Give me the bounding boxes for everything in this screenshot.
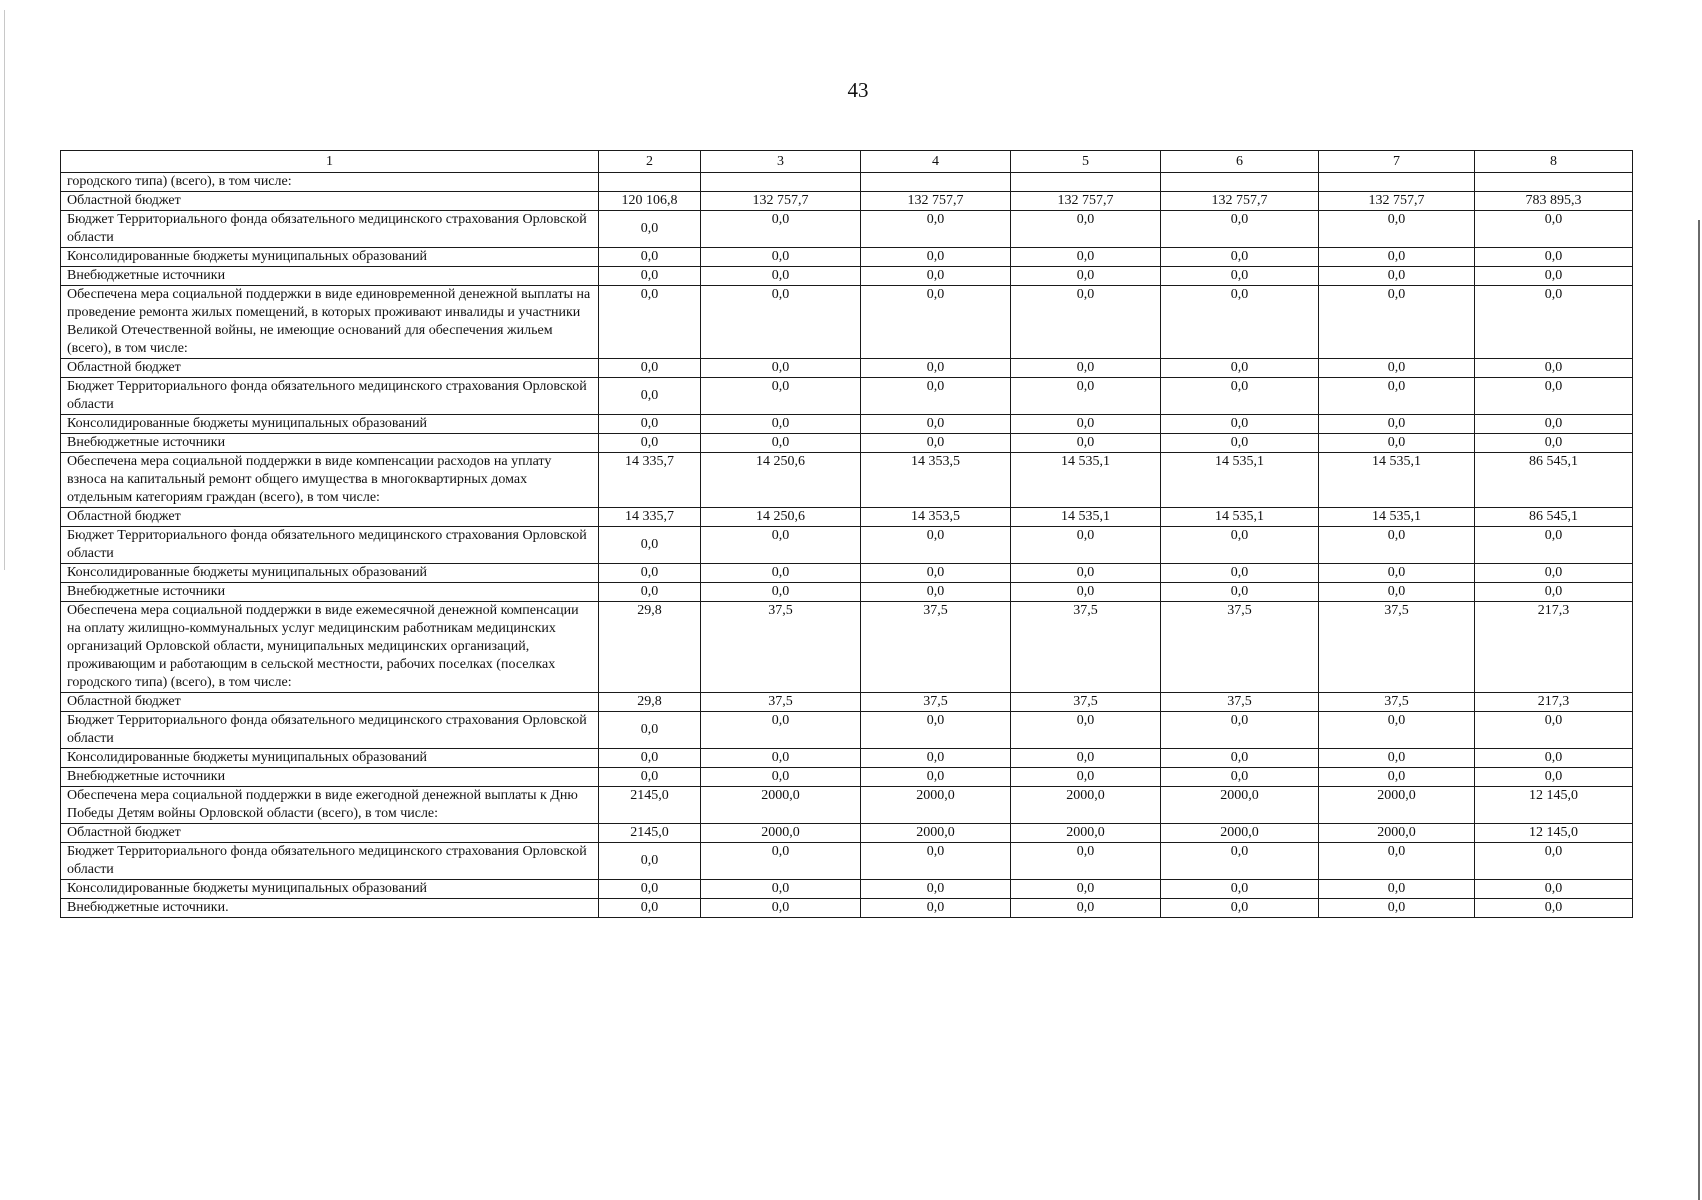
value-cell: 0,0 xyxy=(1475,564,1633,583)
value-cell: 0,0 xyxy=(1161,378,1319,415)
value-cell: 0,0 xyxy=(1319,899,1475,918)
table-row xyxy=(61,211,1633,248)
row-label: Обеспечена мера социальной поддержки в виде ежемесячной денежной компенсации на оплату жилищно-коммунальных услуг медицинским работникам медицинских организаций Орловской области, муниципальных медицинских организаций, проживающим и работающим в сельской местности, рабочих поселках (поселках городского типа) (всего), в том числе: xyxy=(61,602,599,693)
value-cell: 0,0 xyxy=(599,415,701,434)
value-cell: 0,0 xyxy=(861,749,1011,768)
value-cell: 0,0 xyxy=(1161,843,1319,880)
value-cell: 37,5 xyxy=(1161,693,1319,712)
table-row xyxy=(61,768,1633,787)
value-cell: 0,0 xyxy=(599,286,701,359)
column-header: 8 xyxy=(1475,151,1633,173)
value-cell: 0,0 xyxy=(1319,583,1475,602)
value-cell xyxy=(1475,173,1633,192)
table-row xyxy=(61,749,1633,768)
value-cell: 0,0 xyxy=(1475,583,1633,602)
value-cell: 12 145,0 xyxy=(1475,787,1633,824)
row-label: Бюджет Территориального фонда обязательного медицинского страхования Орловской области xyxy=(61,843,599,880)
row-label: Областной бюджет xyxy=(61,508,599,527)
value-cell: 0,0 xyxy=(1475,434,1633,453)
value-cell: 132 757,7 xyxy=(861,192,1011,211)
value-cell: 2000,0 xyxy=(701,787,861,824)
row-label: городского типа) (всего), в том числе: xyxy=(61,173,599,192)
value-cell: 0,0 xyxy=(1011,768,1161,787)
budget-table xyxy=(60,150,1633,918)
value-cell: 0,0 xyxy=(1011,583,1161,602)
value-cell: 14 250,6 xyxy=(701,508,861,527)
value-cell: 0,0 xyxy=(599,378,701,415)
value-cell: 0,0 xyxy=(861,583,1011,602)
value-cell: 0,0 xyxy=(701,749,861,768)
table-row xyxy=(61,880,1633,899)
value-cell: 0,0 xyxy=(861,768,1011,787)
value-cell: 2000,0 xyxy=(1319,824,1475,843)
value-cell: 0,0 xyxy=(701,378,861,415)
table-row xyxy=(61,434,1633,453)
table-row xyxy=(61,173,1633,192)
value-cell: 0,0 xyxy=(1011,843,1161,880)
value-cell: 0,0 xyxy=(599,248,701,267)
value-cell: 0,0 xyxy=(701,899,861,918)
value-cell: 2145,0 xyxy=(599,824,701,843)
table-row xyxy=(61,843,1633,880)
value-cell: 0,0 xyxy=(1475,527,1633,564)
value-cell: 0,0 xyxy=(861,267,1011,286)
value-cell: 0,0 xyxy=(861,712,1011,749)
page-number: 43 xyxy=(847,78,869,102)
value-cell: 0,0 xyxy=(1475,378,1633,415)
value-cell: 0,0 xyxy=(599,211,701,248)
value-cell xyxy=(861,173,1011,192)
row-label: Областной бюджет xyxy=(61,693,599,712)
scan-edge-line xyxy=(1698,220,1700,1200)
table-row xyxy=(61,693,1633,712)
value-cell: 0,0 xyxy=(1011,712,1161,749)
table-row xyxy=(61,267,1633,286)
row-label: Бюджет Территориального фонда обязательного медицинского страхования Орловской области xyxy=(61,378,599,415)
value-cell: 86 545,1 xyxy=(1475,453,1633,508)
value-cell: 0,0 xyxy=(861,880,1011,899)
table-row xyxy=(61,508,1633,527)
value-cell: 0,0 xyxy=(1319,434,1475,453)
table-row xyxy=(61,602,1633,693)
value-cell: 0,0 xyxy=(1161,286,1319,359)
value-cell: 132 757,7 xyxy=(1011,192,1161,211)
value-cell: 0,0 xyxy=(1319,415,1475,434)
value-cell: 0,0 xyxy=(701,880,861,899)
value-cell: 0,0 xyxy=(701,415,861,434)
value-cell: 0,0 xyxy=(1161,359,1319,378)
row-label: Внебюджетные источники xyxy=(61,434,599,453)
value-cell xyxy=(701,173,861,192)
value-cell: 0,0 xyxy=(1475,768,1633,787)
value-cell: 132 757,7 xyxy=(701,192,861,211)
value-cell: 0,0 xyxy=(1011,415,1161,434)
value-cell: 0,0 xyxy=(1161,880,1319,899)
value-cell: 0,0 xyxy=(861,378,1011,415)
value-cell: 0,0 xyxy=(1475,843,1633,880)
value-cell: 0,0 xyxy=(861,211,1011,248)
row-label: Обеспечена мера социальной поддержки в виде единовременной денежной выплаты на проведение ремонта жилых помещений, в которых проживают инвалиды и участники Великой Отечественной войны, не имеющие оснований для обеспечения жильем (всего), в том числе: xyxy=(61,286,599,359)
value-cell: 2000,0 xyxy=(1161,824,1319,843)
value-cell: 0,0 xyxy=(599,843,701,880)
row-label: Областной бюджет xyxy=(61,192,599,211)
value-cell: 0,0 xyxy=(599,583,701,602)
value-cell: 0,0 xyxy=(1319,359,1475,378)
value-cell: 0,0 xyxy=(1161,211,1319,248)
table-row xyxy=(61,248,1633,267)
value-cell: 0,0 xyxy=(599,768,701,787)
column-header: 6 xyxy=(1161,151,1319,173)
value-cell: 0,0 xyxy=(1319,267,1475,286)
scan-edge-line xyxy=(4,10,5,570)
value-cell: 14 535,1 xyxy=(1161,453,1319,508)
value-cell: 0,0 xyxy=(861,359,1011,378)
value-cell: 217,3 xyxy=(1475,693,1633,712)
value-cell: 0,0 xyxy=(1319,211,1475,248)
value-cell: 0,0 xyxy=(599,359,701,378)
value-cell: 37,5 xyxy=(1011,693,1161,712)
value-cell: 0,0 xyxy=(1011,749,1161,768)
value-cell: 0,0 xyxy=(701,843,861,880)
table-row xyxy=(61,899,1633,918)
value-cell: 37,5 xyxy=(701,693,861,712)
table-row xyxy=(61,564,1633,583)
value-cell: 0,0 xyxy=(1011,434,1161,453)
value-cell: 0,0 xyxy=(861,899,1011,918)
column-header: 4 xyxy=(861,151,1011,173)
column-header: 7 xyxy=(1319,151,1475,173)
value-cell: 0,0 xyxy=(599,712,701,749)
table-row xyxy=(61,824,1633,843)
table-row xyxy=(61,378,1633,415)
value-cell: 0,0 xyxy=(1161,267,1319,286)
value-cell: 0,0 xyxy=(1011,267,1161,286)
value-cell: 0,0 xyxy=(599,749,701,768)
value-cell: 0,0 xyxy=(1475,286,1633,359)
value-cell: 0,0 xyxy=(1319,712,1475,749)
value-cell: 29,8 xyxy=(599,693,701,712)
column-header: 3 xyxy=(701,151,861,173)
value-cell: 0,0 xyxy=(1011,880,1161,899)
column-header: 2 xyxy=(599,151,701,173)
column-header: 1 xyxy=(61,151,599,173)
value-cell: 2000,0 xyxy=(861,787,1011,824)
value-cell: 0,0 xyxy=(599,880,701,899)
value-cell: 14 335,7 xyxy=(599,508,701,527)
value-cell: 2000,0 xyxy=(1011,787,1161,824)
value-cell: 0,0 xyxy=(599,434,701,453)
value-cell: 0,0 xyxy=(861,564,1011,583)
value-cell: 0,0 xyxy=(1161,749,1319,768)
value-cell: 0,0 xyxy=(599,564,701,583)
header-row xyxy=(61,151,1633,173)
value-cell: 37,5 xyxy=(1319,693,1475,712)
row-label: Бюджет Территориального фонда обязательного медицинского страхования Орловской области xyxy=(61,527,599,564)
value-cell: 132 757,7 xyxy=(1161,192,1319,211)
value-cell: 217,3 xyxy=(1475,602,1633,693)
row-label: Консолидированные бюджеты муниципальных образований xyxy=(61,248,599,267)
value-cell: 0,0 xyxy=(861,415,1011,434)
value-cell: 14 335,7 xyxy=(599,453,701,508)
value-cell xyxy=(599,173,701,192)
value-cell: 14 250,6 xyxy=(701,453,861,508)
value-cell: 0,0 xyxy=(701,712,861,749)
value-cell: 0,0 xyxy=(1475,211,1633,248)
value-cell: 2000,0 xyxy=(1319,787,1475,824)
value-cell: 0,0 xyxy=(701,564,861,583)
value-cell: 0,0 xyxy=(1475,415,1633,434)
row-label: Бюджет Территориального фонда обязательного медицинского страхования Орловской области xyxy=(61,712,599,749)
value-cell: 0,0 xyxy=(1161,434,1319,453)
value-cell: 0,0 xyxy=(1161,583,1319,602)
value-cell: 0,0 xyxy=(1475,359,1633,378)
value-cell: 0,0 xyxy=(1011,359,1161,378)
value-cell: 0,0 xyxy=(1161,899,1319,918)
table-row xyxy=(61,787,1633,824)
table-row xyxy=(61,712,1633,749)
row-label: Консолидированные бюджеты муниципальных образований xyxy=(61,415,599,434)
value-cell: 29,8 xyxy=(599,602,701,693)
table-row xyxy=(61,453,1633,508)
value-cell: 0,0 xyxy=(1475,267,1633,286)
table-row xyxy=(61,415,1633,434)
value-cell: 0,0 xyxy=(1011,286,1161,359)
value-cell: 0,0 xyxy=(701,267,861,286)
value-cell: 0,0 xyxy=(1161,768,1319,787)
table-row xyxy=(61,527,1633,564)
value-cell: 14 535,1 xyxy=(1319,508,1475,527)
table-row xyxy=(61,583,1633,602)
row-label: Внебюджетные источники xyxy=(61,267,599,286)
value-cell: 0,0 xyxy=(701,768,861,787)
row-label: Консолидированные бюджеты муниципальных образований xyxy=(61,749,599,768)
value-cell: 0,0 xyxy=(599,527,701,564)
table-row xyxy=(61,286,1633,359)
value-cell: 14 535,1 xyxy=(1161,508,1319,527)
value-cell: 0,0 xyxy=(1161,415,1319,434)
row-label: Внебюджетные источники xyxy=(61,768,599,787)
value-cell: 14 535,1 xyxy=(1011,453,1161,508)
value-cell: 0,0 xyxy=(1161,527,1319,564)
value-cell: 0,0 xyxy=(1011,378,1161,415)
value-cell: 0,0 xyxy=(1011,527,1161,564)
value-cell: 132 757,7 xyxy=(1319,192,1475,211)
value-cell xyxy=(1011,173,1161,192)
row-label: Внебюджетные источники. xyxy=(61,899,599,918)
value-cell: 2000,0 xyxy=(1161,787,1319,824)
value-cell: 0,0 xyxy=(1475,749,1633,768)
column-header: 5 xyxy=(1011,151,1161,173)
value-cell: 0,0 xyxy=(1475,899,1633,918)
value-cell: 0,0 xyxy=(1319,768,1475,787)
value-cell: 0,0 xyxy=(1319,286,1475,359)
row-label: Обеспечена мера социальной поддержки в виде компенсации расходов на уплату взноса на капитальный ремонт общего имущества в многоквартирных домах отдельным категориям граждан (всего), в том числе: xyxy=(61,453,599,508)
value-cell: 0,0 xyxy=(1011,211,1161,248)
value-cell xyxy=(1161,173,1319,192)
value-cell: 37,5 xyxy=(1011,602,1161,693)
value-cell: 14 535,1 xyxy=(1011,508,1161,527)
value-cell: 0,0 xyxy=(701,248,861,267)
value-cell: 0,0 xyxy=(701,286,861,359)
row-label: Областной бюджет xyxy=(61,359,599,378)
value-cell: 86 545,1 xyxy=(1475,508,1633,527)
value-cell: 14 353,5 xyxy=(861,508,1011,527)
value-cell: 0,0 xyxy=(1319,843,1475,880)
table-body xyxy=(61,151,1633,918)
row-label: Консолидированные бюджеты муниципальных образований xyxy=(61,564,599,583)
value-cell: 0,0 xyxy=(701,359,861,378)
value-cell: 0,0 xyxy=(1161,248,1319,267)
value-cell: 0,0 xyxy=(1319,378,1475,415)
value-cell: 0,0 xyxy=(861,434,1011,453)
value-cell: 0,0 xyxy=(1319,248,1475,267)
value-cell: 12 145,0 xyxy=(1475,824,1633,843)
row-label: Внебюджетные источники xyxy=(61,583,599,602)
value-cell: 2000,0 xyxy=(701,824,861,843)
value-cell: 0,0 xyxy=(599,899,701,918)
value-cell: 37,5 xyxy=(1319,602,1475,693)
value-cell: 37,5 xyxy=(861,602,1011,693)
value-cell: 0,0 xyxy=(1319,564,1475,583)
row-label: Обеспечена мера социальной поддержки в виде ежегодной денежной выплаты к Дню Победы Детям войны Орловской области (всего), в том числе: xyxy=(61,787,599,824)
value-cell xyxy=(1319,173,1475,192)
value-cell: 2145,0 xyxy=(599,787,701,824)
table-row xyxy=(61,359,1633,378)
value-cell: 0,0 xyxy=(701,211,861,248)
value-cell: 0,0 xyxy=(1319,749,1475,768)
table-row xyxy=(61,192,1633,211)
value-cell: 0,0 xyxy=(1161,564,1319,583)
value-cell: 37,5 xyxy=(701,602,861,693)
row-label: Областной бюджет xyxy=(61,824,599,843)
value-cell: 0,0 xyxy=(1011,248,1161,267)
row-label: Консолидированные бюджеты муниципальных образований xyxy=(61,880,599,899)
value-cell: 14 535,1 xyxy=(1319,453,1475,508)
value-cell: 0,0 xyxy=(1319,527,1475,564)
value-cell: 0,0 xyxy=(861,527,1011,564)
value-cell: 0,0 xyxy=(1319,880,1475,899)
value-cell: 0,0 xyxy=(861,843,1011,880)
value-cell: 0,0 xyxy=(1475,248,1633,267)
value-cell: 0,0 xyxy=(1011,899,1161,918)
value-cell: 0,0 xyxy=(861,286,1011,359)
value-cell: 0,0 xyxy=(701,434,861,453)
value-cell: 0,0 xyxy=(701,527,861,564)
value-cell: 0,0 xyxy=(1475,712,1633,749)
value-cell: 0,0 xyxy=(701,583,861,602)
value-cell: 783 895,3 xyxy=(1475,192,1633,211)
value-cell: 0,0 xyxy=(1475,880,1633,899)
row-label: Бюджет Территориального фонда обязательного медицинского страхования Орловской области xyxy=(61,211,599,248)
value-cell: 0,0 xyxy=(861,248,1011,267)
value-cell: 0,0 xyxy=(1011,564,1161,583)
value-cell: 37,5 xyxy=(1161,602,1319,693)
value-cell: 0,0 xyxy=(599,267,701,286)
value-cell: 14 353,5 xyxy=(861,453,1011,508)
value-cell: 120 106,8 xyxy=(599,192,701,211)
value-cell: 2000,0 xyxy=(1011,824,1161,843)
value-cell: 0,0 xyxy=(1161,712,1319,749)
value-cell: 2000,0 xyxy=(861,824,1011,843)
value-cell: 37,5 xyxy=(861,693,1011,712)
